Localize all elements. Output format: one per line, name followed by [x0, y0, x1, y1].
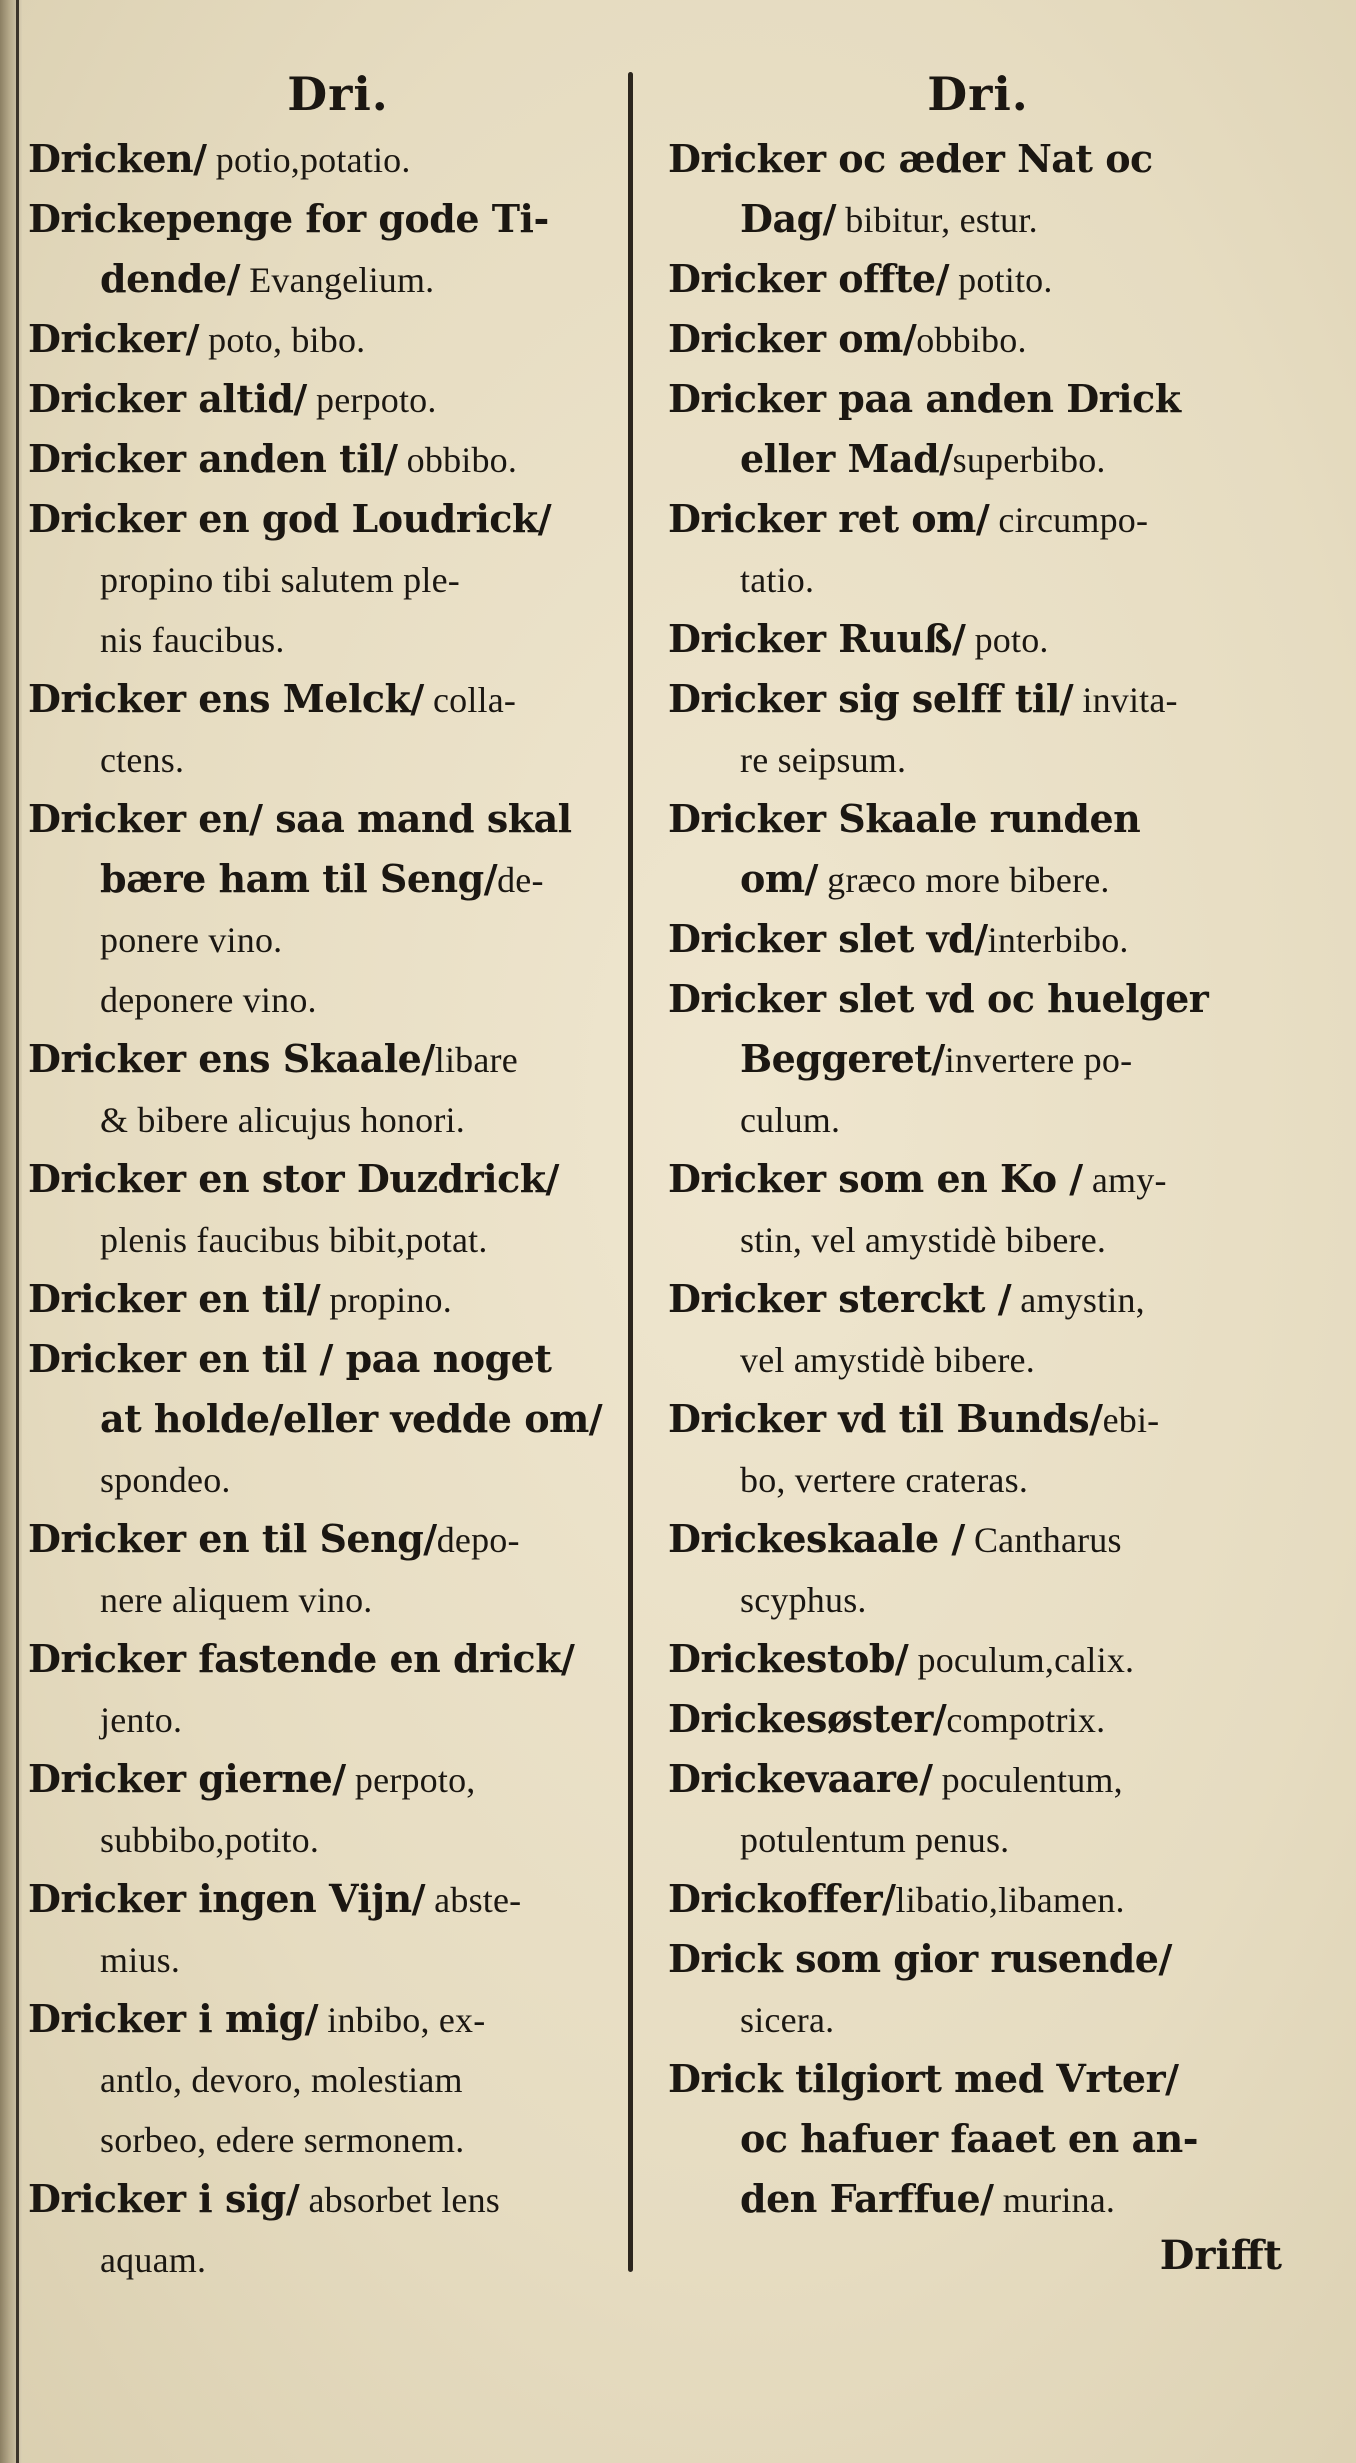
entry-line: [668, 909, 1288, 969]
entry-line: [28, 1569, 648, 1629]
latin-gloss: amy-: [1082, 1160, 1167, 1200]
entry-line: [28, 1329, 648, 1389]
entry-line: [668, 189, 1288, 249]
headword: Drickestob/: [668, 1636, 909, 1681]
entry-line: [668, 729, 1288, 789]
dictionary-entry: [668, 909, 1288, 969]
entry-line: [28, 1149, 648, 1209]
entry-line: [668, 1629, 1288, 1689]
entry-line: [668, 2049, 1288, 2109]
entry-line: [668, 549, 1288, 609]
dictionary-entry: [28, 789, 648, 1029]
headword: Dricker/: [28, 316, 199, 361]
entry-line: [28, 1869, 648, 1929]
dictionary-entry: [668, 609, 1288, 669]
right-column: [668, 0, 1288, 2229]
latin-gloss: vel amystidè bibere.: [740, 1340, 1035, 1380]
entry-line: [28, 2049, 648, 2109]
entry-line: [28, 1389, 648, 1449]
entry-line: [668, 669, 1288, 729]
headword: Dricker Skaale runden: [668, 796, 1141, 841]
entry-line: [28, 1989, 648, 2049]
latin-gloss: absorbet lens: [299, 2180, 500, 2220]
entry-line: [668, 1029, 1288, 1089]
dictionary-entry: [668, 249, 1288, 309]
entry-line: [668, 369, 1288, 429]
latin-gloss: Evangelium.: [240, 260, 435, 300]
entry-line: [28, 549, 648, 609]
dictionary-entry: [28, 189, 648, 309]
latin-gloss: invita-: [1073, 680, 1178, 720]
entry-line: [28, 789, 648, 849]
latin-gloss: inbibo, ex-: [318, 2000, 486, 2040]
latin-gloss: subbibo,potito.: [100, 1820, 320, 1860]
headword: Drickeskaale /: [668, 1516, 965, 1561]
headword: eller Mad/: [740, 436, 953, 481]
entry-line: [668, 609, 1288, 669]
latin-gloss: abste-: [424, 1880, 522, 1920]
headword: Dricker oc æder Nat oc: [668, 136, 1153, 181]
entry-line: [28, 1209, 648, 1269]
dictionary-entry: [668, 369, 1288, 489]
dictionary-entry: [668, 1269, 1288, 1389]
headword: Dricker vd til Bunds/: [668, 1396, 1103, 1441]
headword: Dricken/: [28, 136, 207, 181]
headword: Drickepenge for gode Ti-: [28, 196, 549, 241]
headword: Dricker anden til/: [28, 436, 398, 481]
headword: at holde/eller vedde om/: [100, 1396, 603, 1441]
headword: Dricker fastende en drick/: [28, 1636, 575, 1681]
headword: oc hafuer faaet en an-: [740, 2116, 1198, 2161]
latin-gloss: murina.: [993, 2180, 1116, 2220]
entry-line: [668, 489, 1288, 549]
headword: Dricker sig selff til/: [668, 676, 1074, 721]
latin-gloss: jento.: [100, 1700, 183, 1740]
headword: Dricker slet vd oc huelger: [668, 976, 1209, 1021]
right-running-head: Dri.: [927, 67, 1029, 121]
entry-line: [28, 1689, 648, 1749]
dictionary-entry: [668, 969, 1288, 1149]
entry-line: [668, 1689, 1288, 1749]
entry-line: [668, 849, 1288, 909]
latin-gloss: poculum,calix.: [908, 1640, 1135, 1680]
entry-line: [28, 669, 648, 729]
entry-line: [28, 2229, 648, 2289]
dictionary-entry: [28, 429, 648, 489]
headword: Dricker i mig/: [28, 1996, 319, 2041]
dictionary-entry: [668, 309, 1288, 369]
latin-gloss: sorbeo, edere sermonem.: [100, 2120, 465, 2160]
latin-gloss: poculentum,: [932, 1760, 1123, 1800]
headword: Drickesøster/: [668, 1696, 947, 1741]
catchword: Drifft: [1159, 2232, 1282, 2279]
latin-gloss: obbibo.: [397, 440, 518, 480]
entry-line: [668, 1149, 1288, 1209]
latin-gloss: stin, vel amystidè bibere.: [740, 1220, 1107, 1260]
entry-line: [668, 249, 1288, 309]
entry-line: [668, 1869, 1288, 1929]
dictionary-entry: [668, 1389, 1288, 1509]
entry-line: [28, 609, 648, 669]
entry-line: [28, 1509, 648, 1569]
dictionary-entry: [28, 669, 648, 789]
entry-line: [668, 1089, 1288, 1149]
dictionary-entry: [28, 1029, 648, 1149]
latin-gloss: scyphus.: [740, 1580, 867, 1620]
entry-line: [28, 1749, 648, 1809]
headword: Dricker en/ saa mand skal: [28, 796, 572, 841]
headword: Drickevaare/: [668, 1756, 933, 1801]
entry-line: [668, 129, 1288, 189]
latin-gloss: culum.: [740, 1100, 841, 1140]
entry-line: [668, 1749, 1288, 1809]
headword: Dricker Ruuß/: [668, 616, 966, 661]
entry-line: [668, 1329, 1288, 1389]
headword: dende/: [100, 256, 241, 301]
latin-gloss: amystin,: [1011, 1280, 1145, 1320]
latin-gloss: interbibo.: [987, 920, 1129, 960]
entry-line: [28, 1929, 648, 1989]
dictionary-entry: [28, 1629, 648, 1749]
latin-gloss: ebi-: [1102, 1400, 1160, 1440]
dictionary-entry: [668, 1869, 1288, 1929]
headword: Dricker om/: [668, 316, 917, 361]
latin-gloss: Cantharus: [964, 1520, 1122, 1560]
entry-line: [28, 129, 648, 189]
latin-gloss: potulentum penus.: [740, 1820, 1010, 1860]
latin-gloss: potio,potatio.: [206, 140, 411, 180]
dictionary-entry: [668, 1149, 1288, 1269]
dictionary-entry: [28, 1269, 648, 1329]
entry-line: [28, 969, 648, 1029]
dictionary-entry: [668, 1509, 1288, 1629]
entry-line: [668, 1269, 1288, 1329]
dictionary-entry: [28, 309, 648, 369]
dictionary-entry: [668, 1749, 1288, 1869]
entry-line: [28, 1089, 648, 1149]
latin-gloss: bibitur, estur.: [836, 200, 1038, 240]
latin-gloss: spondeo.: [100, 1460, 231, 1500]
latin-gloss: libare: [434, 1040, 518, 1080]
entry-line: [668, 2169, 1288, 2229]
headword: Dricker sterckt /: [668, 1276, 1012, 1321]
entry-line: [668, 1509, 1288, 1569]
entry-line: [668, 1989, 1288, 2049]
headword: Dricker en til Seng/: [28, 1516, 437, 1561]
headword: Dricker som en Ko /: [668, 1156, 1083, 1201]
dictionary-entry: [28, 1869, 648, 1989]
left-entries: [28, 129, 648, 2289]
entry-line: [28, 909, 648, 969]
latin-gloss: potito.: [948, 260, 1053, 300]
dictionary-entry: [28, 369, 648, 429]
entry-line: [28, 1809, 648, 1869]
dictionary-entry: [28, 489, 648, 669]
entry-line: [668, 1449, 1288, 1509]
entry-line: [668, 1389, 1288, 1449]
latin-gloss: aquam.: [100, 2240, 207, 2280]
dictionary-entry: [28, 2169, 648, 2289]
entry-line: [28, 189, 648, 249]
headword: Dricker i sig/: [28, 2176, 300, 2221]
headword: Drickoffer/: [668, 1876, 896, 1921]
dictionary-entry: [668, 789, 1288, 909]
latin-gloss: & bibere alicujus honori.: [100, 1100, 465, 1140]
latin-gloss: nis faucibus.: [100, 620, 285, 660]
latin-gloss: græco more bibere.: [817, 860, 1110, 900]
latin-gloss: propino tibi salutem ple-: [100, 560, 460, 600]
headword: Dricker ens Skaale/: [28, 1036, 435, 1081]
headword: Dricker en god Loudrick/: [28, 496, 552, 541]
latin-gloss: plenis faucibus bibit,potat.: [100, 1220, 488, 1260]
entry-line: [668, 429, 1288, 489]
headword: den Farffue/: [740, 2176, 994, 2221]
headword: Dricker slet vd/: [668, 916, 988, 961]
headword: Dricker en stor Duzdrick/: [28, 1156, 559, 1201]
dictionary-entry: [668, 1929, 1288, 2049]
headword: om/: [740, 856, 818, 901]
entry-line: [28, 849, 648, 909]
latin-gloss: perpoto.: [306, 380, 437, 420]
entry-line: [28, 1449, 648, 1509]
latin-gloss: circumpo-: [989, 500, 1149, 540]
latin-gloss: mius.: [100, 1940, 181, 1980]
dictionary-entry: [668, 1689, 1288, 1749]
column-divider: [628, 72, 633, 2272]
latin-gloss: libatio,libamen.: [895, 1880, 1125, 1920]
dictionary-entry: [28, 1509, 648, 1629]
dictionary-entry: [668, 489, 1288, 609]
latin-gloss: ponere vino.: [100, 920, 283, 960]
left-running-head: Dri.: [287, 67, 389, 121]
headword: Dag/: [740, 196, 837, 241]
dictionary-entry: [668, 2049, 1288, 2229]
entry-line: [668, 1209, 1288, 1269]
headword: Drick tilgiort med Vrter/: [668, 2056, 1179, 2101]
headword: Dricker offte/: [668, 256, 949, 301]
entry-line: [668, 1809, 1288, 1869]
headword: Dricker ingen Vijn/: [28, 1876, 425, 1921]
latin-gloss: tatio.: [740, 560, 815, 600]
dictionary-entry: [28, 1749, 648, 1869]
latin-gloss: nere aliquem vino.: [100, 1580, 373, 1620]
headword: Dricker en til/: [28, 1276, 321, 1321]
latin-gloss: perpoto,: [345, 1760, 476, 1800]
entry-line: [668, 2109, 1288, 2169]
entry-line: [28, 489, 648, 549]
entry-line: [28, 2109, 648, 2169]
latin-gloss: sicera.: [740, 2000, 835, 2040]
entry-line: [28, 369, 648, 429]
headword: Dricker en til / paa noget: [28, 1336, 552, 1381]
dictionary-entry: [28, 1329, 648, 1509]
latin-gloss: deponere vino.: [100, 980, 317, 1020]
dictionary-entry: [668, 1629, 1288, 1689]
entry-line: [28, 1629, 648, 1689]
latin-gloss: depo-: [436, 1520, 520, 1560]
latin-gloss: colla-: [423, 680, 517, 720]
dictionary-entry: [28, 1149, 648, 1269]
latin-gloss: ctens.: [100, 740, 185, 780]
latin-gloss: invertere po-: [944, 1040, 1133, 1080]
dictionary-entry: [668, 129, 1288, 249]
entry-line: [668, 1929, 1288, 1989]
headword: Dricker gierne/: [28, 1756, 346, 1801]
latin-gloss: re seipsum.: [740, 740, 907, 780]
latin-gloss: bo, vertere crateras.: [740, 1460, 1029, 1500]
right-entries: [668, 129, 1288, 2229]
entry-line: [28, 309, 648, 369]
latin-gloss: poto, bibo.: [198, 320, 366, 360]
headword: Drick som gior rusende/: [668, 1936, 1172, 1981]
headword: Dricker altid/: [28, 376, 307, 421]
latin-gloss: antlo, devoro, molestiam: [100, 2060, 463, 2100]
latin-gloss: propino.: [320, 1280, 452, 1320]
entry-line: [28, 729, 648, 789]
entry-line: [28, 2169, 648, 2229]
entry-line: [28, 1269, 648, 1329]
entry-line: [28, 249, 648, 309]
entry-line: [28, 429, 648, 489]
latin-gloss: superbibo.: [952, 440, 1106, 480]
headword: Dricker ret om/: [668, 496, 990, 541]
entry-line: [668, 309, 1288, 369]
dictionary-entry: [28, 1989, 648, 2169]
entry-line: [668, 789, 1288, 849]
latin-gloss: de-: [497, 860, 544, 900]
latin-gloss: obbibo.: [916, 320, 1027, 360]
headword: Dricker paa anden Drick: [668, 376, 1181, 421]
latin-gloss: compotrix.: [946, 1700, 1106, 1740]
headword: bære ham til Seng/: [100, 856, 498, 901]
entry-line: [28, 1029, 648, 1089]
entry-line: [668, 969, 1288, 1029]
binding-edge: [16, 0, 19, 2463]
headword: Dricker ens Melck/: [28, 676, 424, 721]
left-column: [28, 0, 648, 2289]
latin-gloss: poto.: [965, 620, 1049, 660]
entry-line: [668, 1569, 1288, 1629]
dictionary-entry: [28, 129, 648, 189]
dictionary-entry: [668, 669, 1288, 789]
headword: Beggeret/: [740, 1036, 945, 1081]
